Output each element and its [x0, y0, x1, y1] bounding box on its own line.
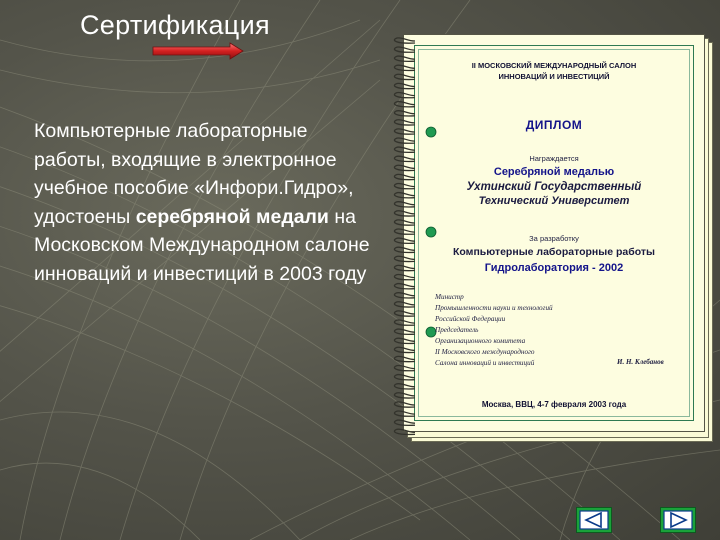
- previous-slide-icon: [579, 510, 609, 530]
- spiral-ring: [394, 375, 415, 380]
- body-text-bold: серебряной медали: [135, 205, 329, 228]
- spiral-ring: [394, 256, 415, 261]
- spiral-ring: [394, 165, 415, 170]
- spiral-ring: [394, 102, 415, 107]
- spiral-ring: [394, 265, 415, 270]
- diploma-front-page: [403, 34, 705, 432]
- spiral-ring: [394, 47, 415, 52]
- spiral-ring: [394, 284, 415, 289]
- spiral-ring: [394, 65, 415, 70]
- previous-slide-button[interactable]: [576, 507, 612, 533]
- signature-line: Министр: [435, 293, 464, 301]
- spiral-ring: [394, 138, 415, 143]
- spiral-ring: [394, 211, 415, 216]
- diploma-header-line2: ИННОВАЦИЙ И ИНВЕСТИЦИЙ: [498, 72, 610, 81]
- spiral-ring: [394, 202, 415, 207]
- spiral-ring: [394, 238, 415, 243]
- right-arrow-icon: [152, 42, 244, 60]
- slide-body-text: [34, 117, 379, 289]
- diploma-signer-name: И. Н. Клебанов: [617, 358, 664, 366]
- spiral-ring: [394, 402, 415, 407]
- diploma-footer: Москва, ВВЦ, 4-7 февраля 2003 года: [481, 400, 627, 409]
- spiral-ring: [394, 156, 415, 161]
- spiral-ring: [394, 111, 415, 116]
- diploma-header-line1: II МОСКОВСКИЙ МЕЖДУНАРОДНЫЙ САЛОН: [471, 61, 637, 70]
- next-slide-icon: [663, 510, 693, 530]
- spiral-ring: [394, 174, 415, 179]
- spiral-ring: [394, 365, 415, 370]
- spiral-ring: [394, 329, 415, 334]
- spiral-ring: [394, 193, 415, 198]
- diploma-title: ДИПЛОМ: [525, 118, 583, 132]
- spiral-ring: [394, 384, 415, 389]
- spiral-ring: [394, 220, 415, 225]
- diploma-awarded-label: Награждается: [529, 154, 579, 163]
- spiral-ring: [394, 120, 415, 125]
- spiral-ring: [394, 247, 415, 252]
- diploma-lab-title: Гидролаборатория - 2002: [484, 262, 624, 274]
- spiral-ring: [394, 302, 415, 307]
- spiral-ring: [394, 129, 415, 134]
- spiral-ring: [394, 356, 415, 361]
- spiral-ring: [394, 38, 415, 43]
- spiral-ring: [394, 411, 415, 416]
- diploma-works: Компьютерные лабораторные работы: [453, 246, 655, 258]
- spiral-ring: [394, 274, 415, 279]
- spiral-ring: [394, 83, 415, 88]
- spiral-ring: [394, 338, 415, 343]
- diploma-header: [429, 60, 679, 82]
- diploma-for-label: За разработку: [529, 234, 579, 243]
- spiral-ring: [394, 420, 415, 425]
- diploma-image: [385, 32, 715, 444]
- spiral-ring: [394, 320, 415, 325]
- spiral-ring: [394, 147, 415, 152]
- signature-line: Председатель: [435, 326, 479, 334]
- signature-line: Промышленности науки и технологий: [435, 304, 553, 312]
- spiral-ring: [394, 311, 415, 316]
- body-text-part2: на Московском Международном салоне инноваций и инвестиций в 2003 году: [34, 205, 370, 285]
- spiral-ring: [394, 92, 415, 97]
- spiral-ring: [394, 183, 415, 188]
- slide-title: Сертификация: [80, 10, 270, 40]
- diploma-university-line1: Ухтинский Государственный: [466, 181, 642, 193]
- body-text-part1: Компьютерные лабораторные работы, входящие в электронное учебное пособие «Инфори.Гидро», удостоены: [34, 120, 354, 228]
- signature-line: Салона инноваций и инвестиций: [435, 359, 535, 367]
- spiral-ring: [394, 347, 415, 352]
- spiral-ring: [394, 293, 415, 298]
- signature-line: Российской Федерации: [435, 315, 506, 323]
- diploma-medal: Серебряной медалью: [493, 166, 615, 178]
- spiral-ring: [394, 429, 415, 434]
- signature-line: Организационного комитета: [435, 337, 526, 345]
- signature-line: II Московского международного: [435, 348, 535, 356]
- spiral-ring: [394, 56, 415, 61]
- spiral-ring: [394, 74, 415, 79]
- spiral-ring: [394, 393, 415, 398]
- diploma-university-line2: Технический Университет: [478, 195, 630, 207]
- spiral-ring: [394, 229, 415, 234]
- next-slide-button[interactable]: [660, 507, 696, 533]
